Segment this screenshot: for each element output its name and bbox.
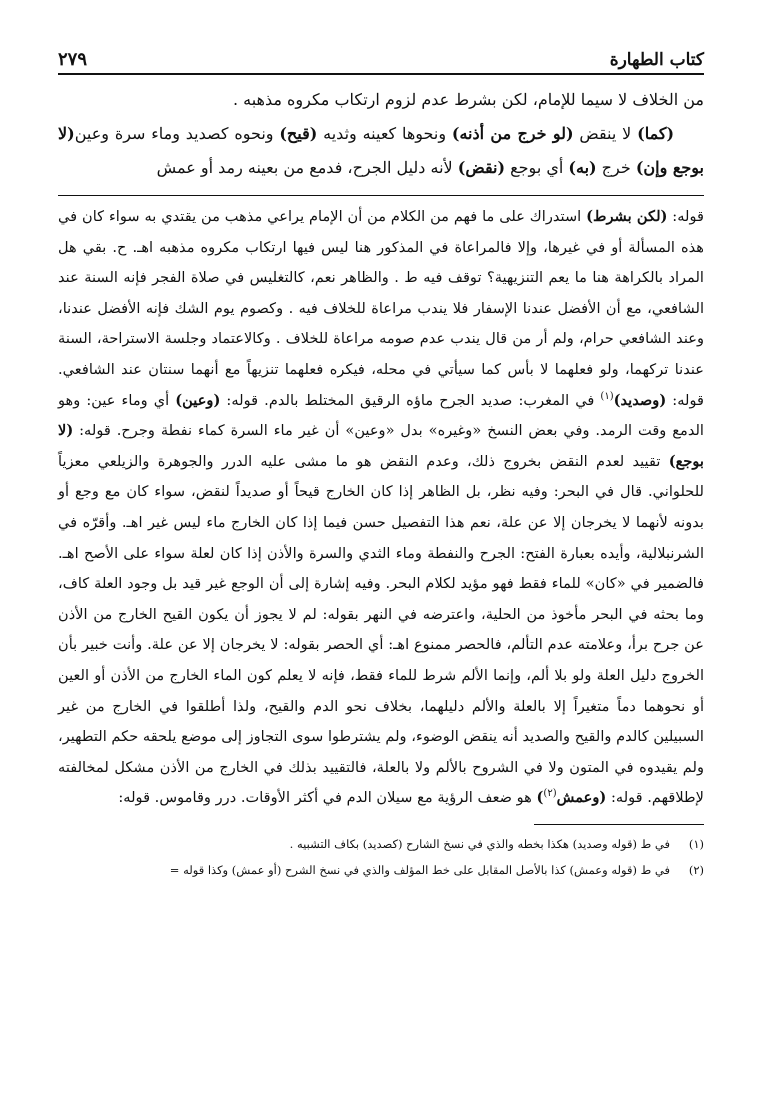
- text-run: أي وماء عين: وهو الدمع وقت الرمد. وفي بعض النسخ «وغيره» بدل «وعين» أن غير ماء السرة كماء نفطة وجرح. قوله:: [58, 391, 704, 440]
- keyword: (لو خرج من أذنه): [451, 124, 574, 143]
- keyword: ): [536, 789, 544, 807]
- keyword: (لكن بشرط): [586, 208, 668, 225]
- footnote-number: (١): [688, 836, 704, 851]
- main-paragraph-1: من الخلاف لا سيما للإمام، لكن بشرط عدم لزوم ارتكاب مكروه مذهبه .: [232, 90, 704, 109]
- main-text: [58, 83, 704, 185]
- text-run: قوله:: [667, 208, 704, 225]
- keyword: (وصديد): [613, 391, 667, 409]
- keyword: (كما): [637, 124, 675, 143]
- footnote-2: [58, 857, 704, 883]
- footnote-marker-1[interactable]: (١): [600, 390, 614, 402]
- keyword: (به): [568, 158, 597, 177]
- text-run: هو ضعف الرؤية مع سيلان الدم في أكثر الأوقات. درر وقاموس. قوله:: [118, 789, 537, 807]
- main-paragraph-2: [58, 117, 704, 185]
- text-run: أي بوجع: [505, 158, 569, 177]
- commentary-text: [58, 202, 704, 814]
- footnote-divider: [534, 824, 704, 825]
- footnote-marker-2[interactable]: (٢): [543, 788, 557, 800]
- text-run: خرج: [596, 158, 636, 177]
- section-divider: [58, 195, 704, 196]
- text-run: ونحوه كصديد وماء سرة وعين: [74, 124, 280, 143]
- page-header: [58, 40, 704, 75]
- keyword: (قيح): [279, 124, 318, 143]
- text-run: لا ينقض: [573, 124, 638, 143]
- chapter-title: كتاب الطهارة: [609, 50, 704, 70]
- footnote-1: [58, 831, 704, 857]
- keyword: (وعمش: [556, 789, 607, 807]
- footnote-text: في ط (قوله وعمش) كذا بالأصل المقابل على خط المؤلف والذي في نسخ الشرح (أو عمش) وكذا قوله =: [169, 862, 670, 877]
- page-number: ٢٧٩: [58, 49, 88, 70]
- text-run: لأنه دليل الجرح، فدمع من بعينه رمد أو عمش: [156, 158, 458, 177]
- keyword: (لا بوجع وإن): [58, 124, 704, 177]
- keyword: (لا بوجع): [58, 422, 704, 470]
- footnote-number: (٢): [688, 862, 704, 877]
- text-run: ونحوها كعينه وثديه: [317, 124, 452, 143]
- text-run: تقييد لعدم النقض بخروج ذلك، وعدم النقض هو ما مشى عليه الدرر والجوهرة والزيلعي معزياً للحلواني. قال في البحر: وفيه نظر، بل الظاهر إذا كان الخارج قيحاً أو صديداً لنقض، سواء كان مع وجع أو بدونه لأنهما لا يخرجان إلا عن علة، نعم هذا التفصيل حسن فيما إذا كان الخارج ماء ليس غير اهـ. وأقرّه في الشرنبلالية، وأيده بعبارة الفتح: الجرح والنفطة وماء الثدي والسرة والأذن إذا كان لعلة سواء على الأصح اهـ. فالضمير في «كان» للماء فقط فهو مؤيد لكلام البحر. وفيه إشارة إلى أن الوجع غير قيد بل وجود العلة كاف، وما بحثه في البحر مأخوذ من الحلية، واعترضه في النهر بقوله: لم لا يجوز أن يكون القيح الخارج من الأذن عن جرح برأ، وعلامته عدم التألم، فالحصر ممنوع اهـ: أي الحصر بقوله: لا يخرجان إلا عن علة. وأنت خبير بأن الخروج دليل العلة ولو بلا ألم، وإنما الألم شرط للماء فقط، فإنه لا يعلم كون الماء الخارج من الأذن أو العين أو نحوهما دماً متغيراً إلا بالعلة والألم دليلهما، بخلاف نحو الدم والقيح، ولذا أطلقوا في الخارج من غير السبيلين كالدم والقيح والصديد أنه ينقض الوضوء، ولم يشترطوا سوى التجاوز إلى موضع يلحقه حكم التطهير، ولم يقيدوه في المتون ولا في الشروح بالألم ولا بالعلة، فالتقييد بذلك في الخارج من الأذن مشكل لمخالفته لإطلاقهم. قوله:: [58, 452, 704, 807]
- keyword: (نقض): [457, 158, 506, 177]
- text-run: في المغرب: صديد الجرح ماؤه الرقيق المختلط بالدم. قوله:: [220, 391, 601, 409]
- keyword: (وعين): [175, 391, 221, 409]
- text-run: استدراك على ما فهم من الكلام من أن الإمام يراعي مذهب من يقتدي به سواء كان في هذه المسألة أو في غيرها، وإلا فالمراعاة في المذكور هنا ليس فيها ارتكاب مكروه مذهبه اهـ. ح. بقي هل المراد بالكراهة هنا ما يعم التنزيهية؟ توقف فيه ط . والظاهر نعم، كالتغليس في صلاة الفجر فإنه السنة عند الشافعي، مع أن الأفضل عندنا الإسفار فلا يندب مراعاة للخلاف فيه . وكصوم يوم الشك فإنه الأفضل عندنا، وعند الشافعي حرام، ولم أر من قال يندب عدم صومه مراعاة للخلاف . وكالاعتماد وجلسة الاستراحة، السنة عندنا تركهما، ولو فعلهما لا بأس كما سيأتي في محله، فيكره فعلهما تنزيهاً مع أنهما سنتان عند الشافعي. قوله:: [58, 208, 704, 409]
- footnote-text: في ط (قوله وصديد) هكذا بخطه والذي في نسخ الشارح (كصديد) بكاف التشبيه .: [289, 836, 670, 851]
- footnotes: [58, 831, 704, 883]
- commentary-paragraph: [58, 202, 704, 814]
